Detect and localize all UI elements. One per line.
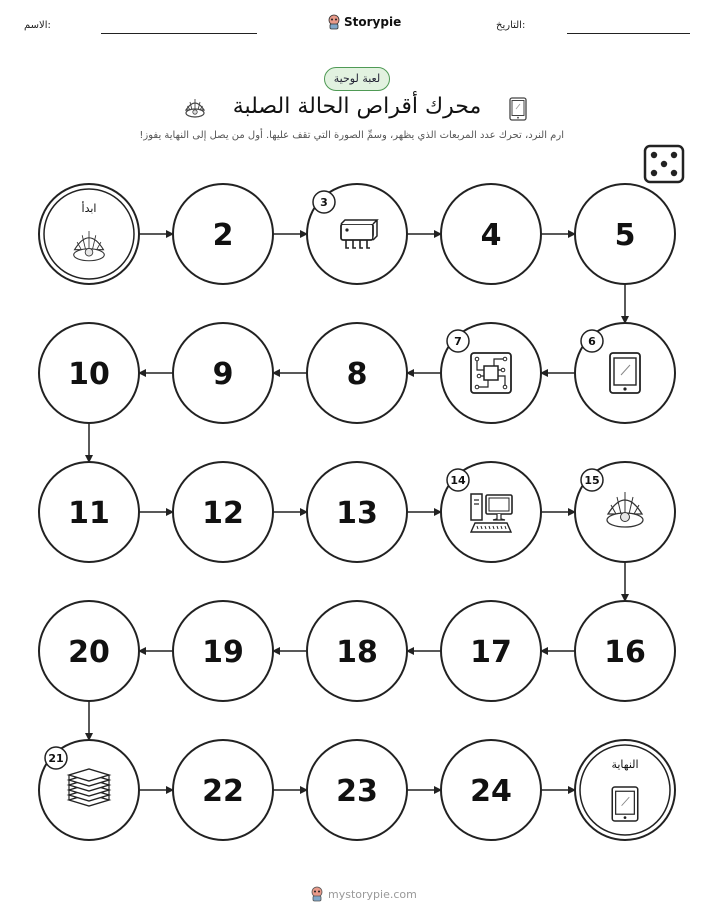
cell-number: 7 xyxy=(454,335,462,348)
cell-number: 19 xyxy=(202,635,244,670)
board-cell-9[interactable] xyxy=(173,323,273,423)
footer-mascot-icon xyxy=(310,886,324,902)
cell-number: 20 xyxy=(68,635,110,670)
board-cell-24[interactable] xyxy=(441,740,541,840)
board-cell-6[interactable] xyxy=(575,323,675,423)
cell-number: 3 xyxy=(320,196,328,209)
paper-stack-icon xyxy=(69,769,109,806)
board-cell-16[interactable] xyxy=(575,601,675,701)
cell-number: 17 xyxy=(470,635,512,670)
footer-url[interactable]: mystorypie.com xyxy=(328,887,417,901)
end-label: النهاية xyxy=(611,758,639,771)
board-cell-14[interactable] xyxy=(441,462,541,562)
cell-number: 11 xyxy=(68,496,110,531)
board-cell-2[interactable] xyxy=(173,184,273,284)
board-cell-12[interactable] xyxy=(173,462,273,562)
tablet-icon xyxy=(610,353,640,393)
instructions-text: ارم النرد، تحرك عدد المربعات الذي يظهر، وسمِّ الصورة التي تقف عليها. أول من يصل إلى النهاية يفوز! xyxy=(139,130,564,141)
board-game-badge: لعبة لوحية xyxy=(324,67,390,91)
cell-number: 23 xyxy=(336,774,378,809)
cell-number: 8 xyxy=(346,357,368,392)
board-cell-3[interactable] xyxy=(307,184,407,284)
cell-number: 10 xyxy=(68,357,110,392)
cell-number: 14 xyxy=(450,474,466,487)
cell-number: 24 xyxy=(470,774,512,809)
board-cell-18[interactable] xyxy=(307,601,407,701)
cell-number: 18 xyxy=(336,635,378,670)
circuit-board-icon xyxy=(471,353,511,393)
board-cell-22[interactable] xyxy=(173,740,273,840)
board-cell-1[interactable] xyxy=(39,184,139,284)
board-cell-5[interactable] xyxy=(575,184,675,284)
footer xyxy=(310,886,417,902)
board-cell-8[interactable] xyxy=(307,323,407,423)
board-cell-15[interactable] xyxy=(575,462,675,562)
board-cell-4[interactable] xyxy=(441,184,541,284)
board-cell-7[interactable] xyxy=(441,323,541,423)
board-cell-19[interactable] xyxy=(173,601,273,701)
name-label: الاسم: xyxy=(24,20,51,31)
date-label: التاريخ: xyxy=(496,20,526,31)
cell-number: 21 xyxy=(48,752,64,765)
start-label: ابدأ xyxy=(81,202,97,215)
page-title: محرك أقراص الحالة الصلبة xyxy=(232,94,482,119)
board-cell-23[interactable] xyxy=(307,740,407,840)
cell-number: 16 xyxy=(604,635,646,670)
board-cell-25[interactable] xyxy=(575,740,675,840)
board-cell-13[interactable] xyxy=(307,462,407,562)
cell-number: 2 xyxy=(212,218,234,253)
board-cell-11[interactable] xyxy=(39,462,139,562)
cell-number: 6 xyxy=(588,335,596,348)
cell-number: 5 xyxy=(614,218,636,253)
cell-number: 13 xyxy=(336,496,378,531)
cell-number: 12 xyxy=(202,496,244,531)
brand-name: Storypie xyxy=(344,15,402,29)
tablet-icon xyxy=(612,787,638,821)
cell-number: 9 xyxy=(212,357,234,392)
desktop-computer-icon xyxy=(471,494,512,532)
board-cell-17[interactable] xyxy=(441,601,541,701)
cell-number: 22 xyxy=(202,774,244,809)
board-cell-21[interactable] xyxy=(39,740,139,840)
cell-number: 15 xyxy=(584,474,600,487)
cell-number: 4 xyxy=(480,218,502,253)
board-cell-20[interactable] xyxy=(39,601,139,701)
board-cell-10[interactable] xyxy=(39,323,139,423)
